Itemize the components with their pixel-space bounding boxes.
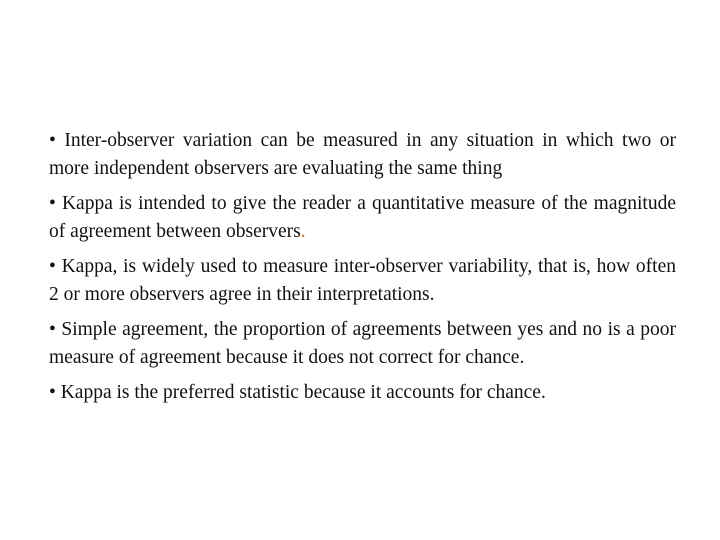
bullet-text: Simple agreement, the proportion of agreements between yes and no is a poor measure of agreement because it does not correct for chance. [49, 319, 676, 368]
bullet-item [49, 379, 676, 407]
bullet-item [49, 253, 676, 309]
bullet-list [49, 127, 676, 414]
bullet-text: Kappa, is widely used to measure inter-observer variability, that is, how often 2 or more observers agree in their interpretations. [49, 256, 677, 305]
bullet-dot-icon: • [49, 382, 56, 403]
bullet-item [49, 127, 676, 183]
bullet-dot-icon: • [49, 193, 56, 214]
bullet-text: Kappa is intended to give the reader a quantitative measure of the magnitude of agreement between observers [49, 193, 676, 242]
bullet-text: Kappa is the preferred statistic because it accounts for chance. [60, 382, 546, 403]
bullet-dot-icon: • [49, 319, 56, 340]
bullet-text: Inter-observer variation can be measured in any situation in which two or more independent observers are evaluating the same thing [49, 130, 677, 179]
accent-period: . [300, 221, 306, 242]
bullet-item [49, 316, 676, 372]
bullet-dot-icon: • [49, 130, 56, 151]
bullet-dot-icon: • [49, 256, 56, 277]
bullet-item [49, 190, 676, 246]
